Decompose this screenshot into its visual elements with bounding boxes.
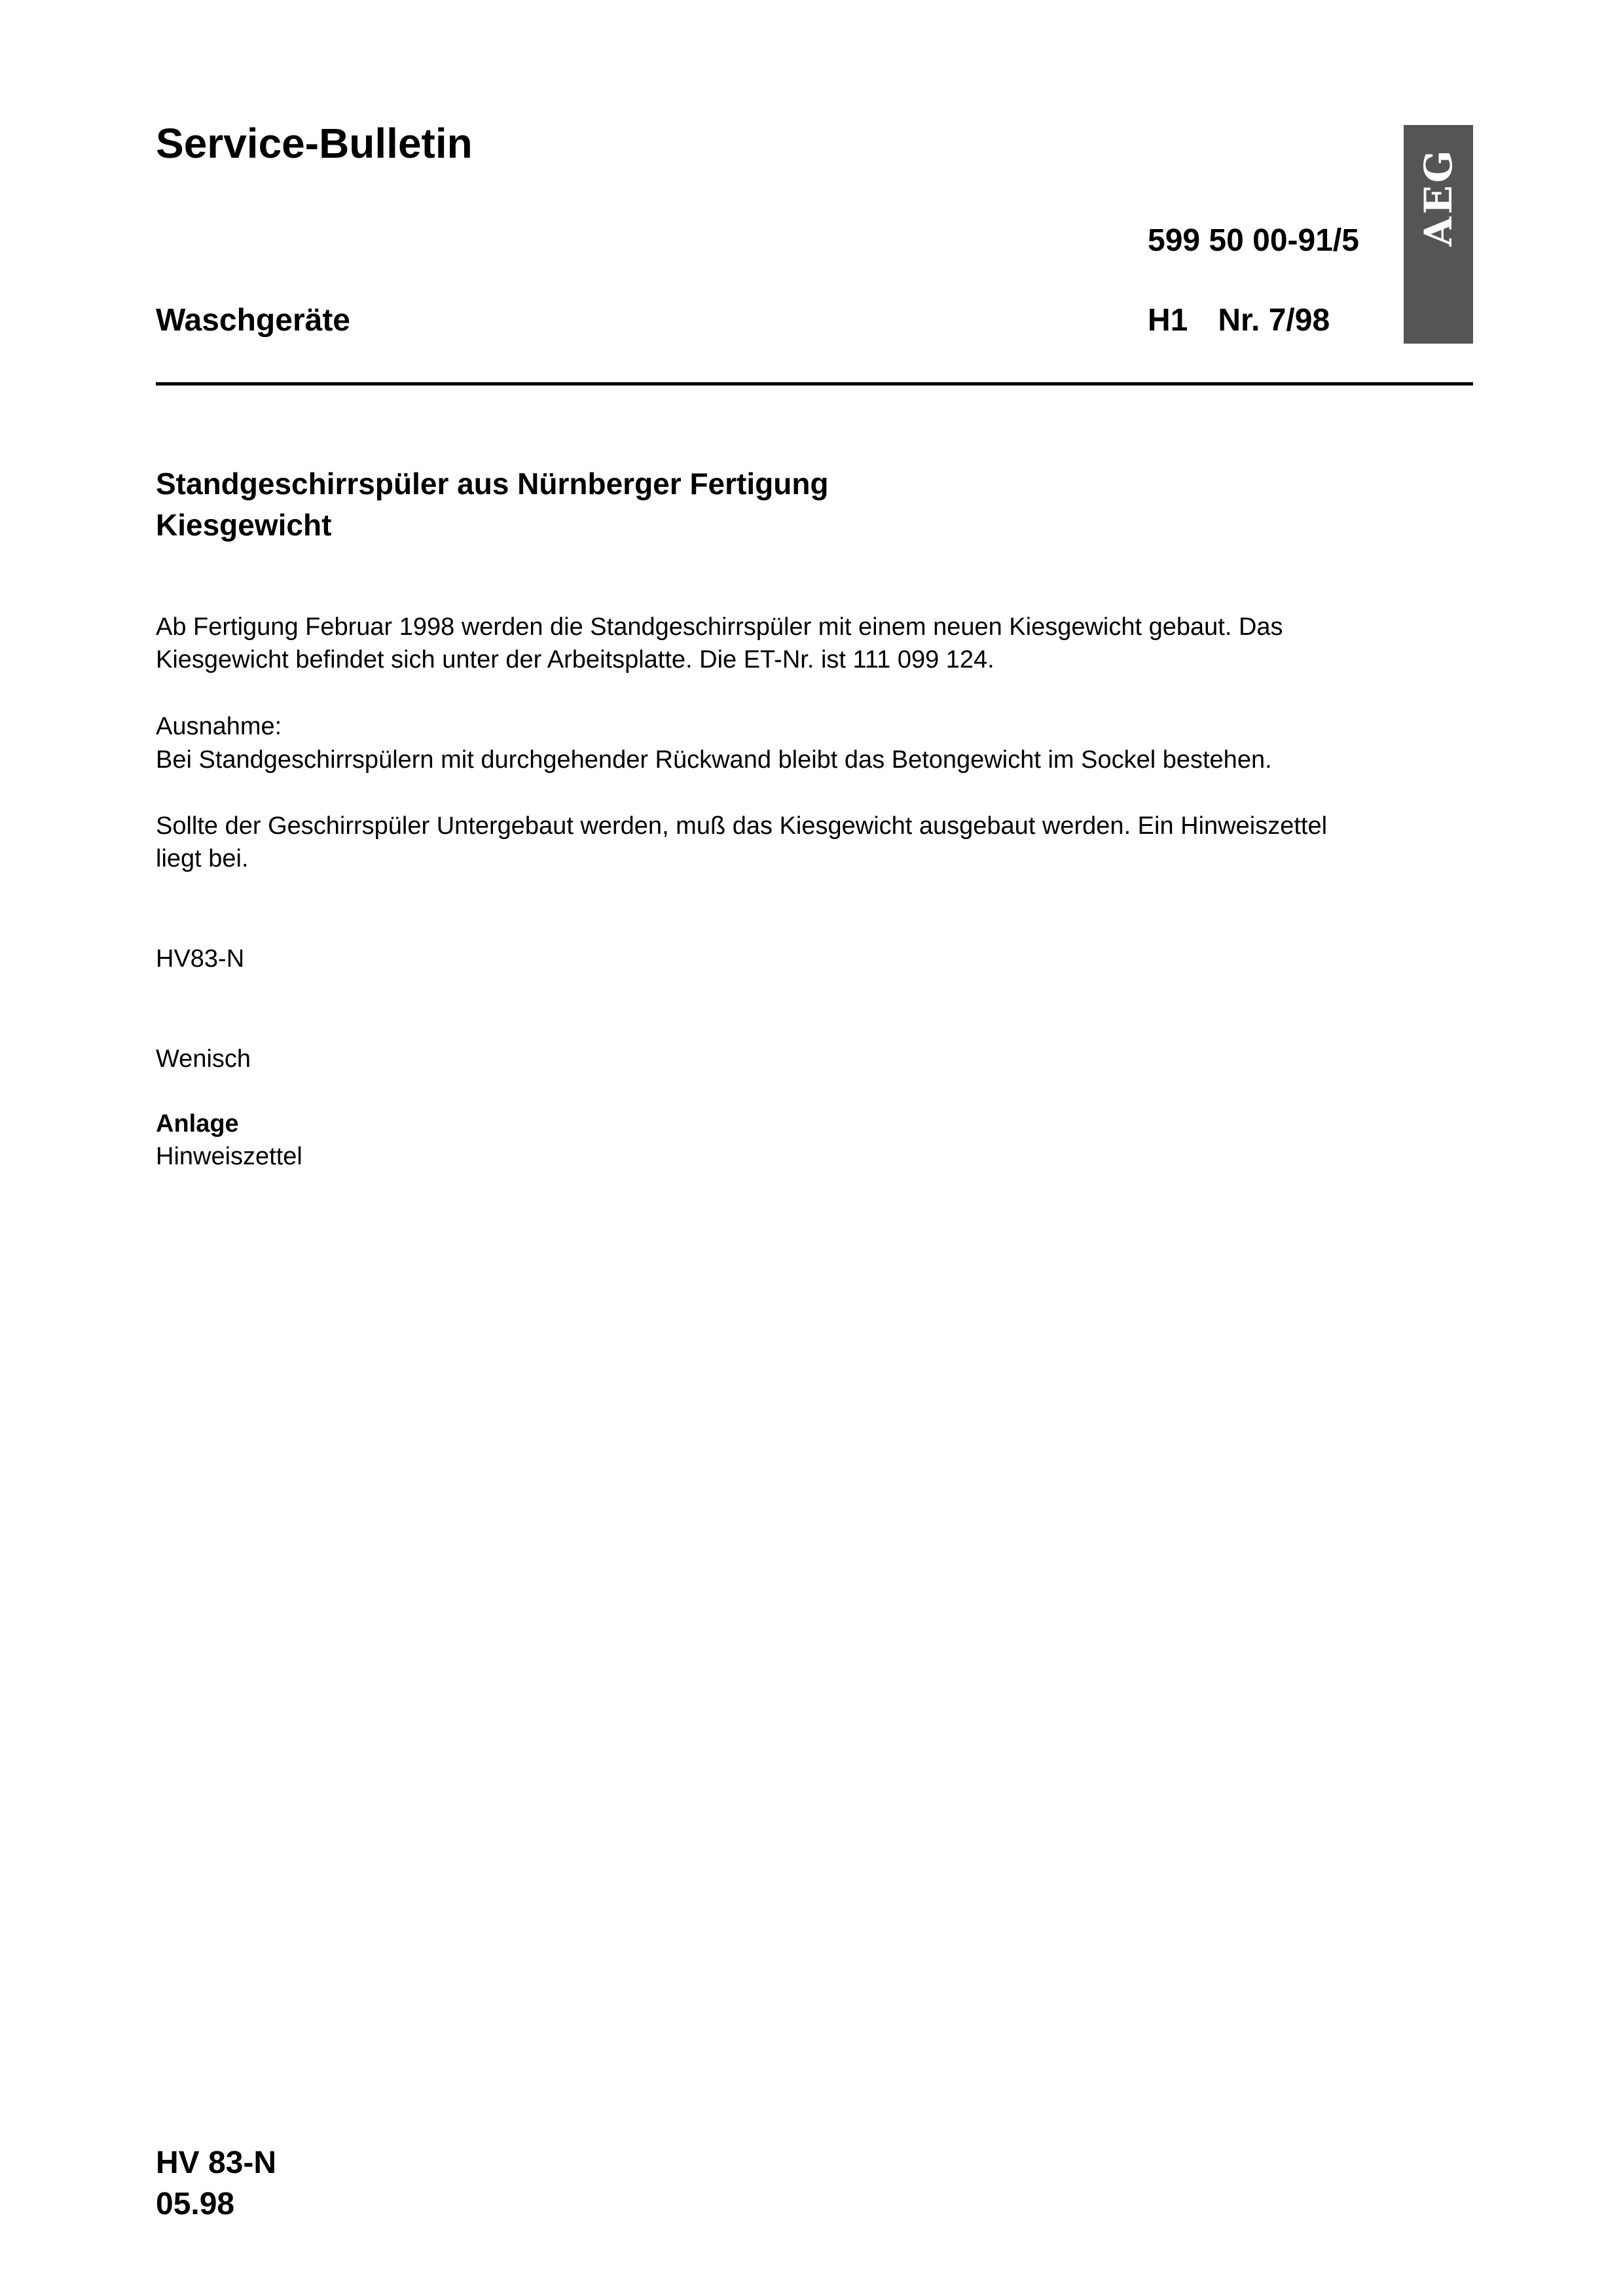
- issue-identifier: [1148, 302, 1330, 338]
- issue-number: Nr. 7/98: [1218, 303, 1330, 338]
- paragraph-3-line-2: liegt bei.: [156, 845, 249, 872]
- subject-line-2: Kiesgewicht: [156, 508, 332, 542]
- exception-text: Bei Standgeschirrspülern mit durchgehender Rückwand bleibt das Betongewicht im Sockel bestehen.: [156, 746, 1272, 774]
- paragraph-1-line-1: Ab Fertigung Februar 1998 werden die Standgeschirrspüler mit einem neuen Kiesgewicht gebaut. Das: [156, 613, 1283, 641]
- product-category: Waschgeräte: [156, 303, 350, 338]
- paragraph-3-line-1: Sollte der Geschirrspüler Untergebaut werden, muß das Kiesgewicht ausgebaut werden. Ein Hinweiszettel: [156, 812, 1328, 840]
- paragraph-1-line-2: Kiesgewicht befindet sich unter der Arbeitsplatte. Die ET-Nr. ist 111 099 124.: [156, 646, 994, 673]
- footer-code: HV 83-N: [156, 2145, 277, 2180]
- document-number: 599 50 00-91/5: [1148, 223, 1359, 258]
- aeg-logo: [1404, 125, 1473, 344]
- reference-code: HV83-N: [156, 945, 245, 973]
- attachment-item: Hinweiszettel: [156, 1143, 302, 1170]
- header-divider: [156, 382, 1473, 386]
- exception-label: Ausnahme:: [156, 713, 282, 740]
- issue-code: H1: [1148, 303, 1188, 338]
- attachment-label: Anlage: [156, 1110, 239, 1138]
- aeg-logo-text: AEG: [1416, 147, 1461, 247]
- footer-date: 05.98: [156, 2187, 235, 2221]
- subject-line-1: Standgeschirrspüler aus Nürnberger Fertigung: [156, 467, 829, 501]
- bulletin-title: Service-Bulletin: [156, 120, 473, 167]
- author-name: Wenisch: [156, 1045, 251, 1073]
